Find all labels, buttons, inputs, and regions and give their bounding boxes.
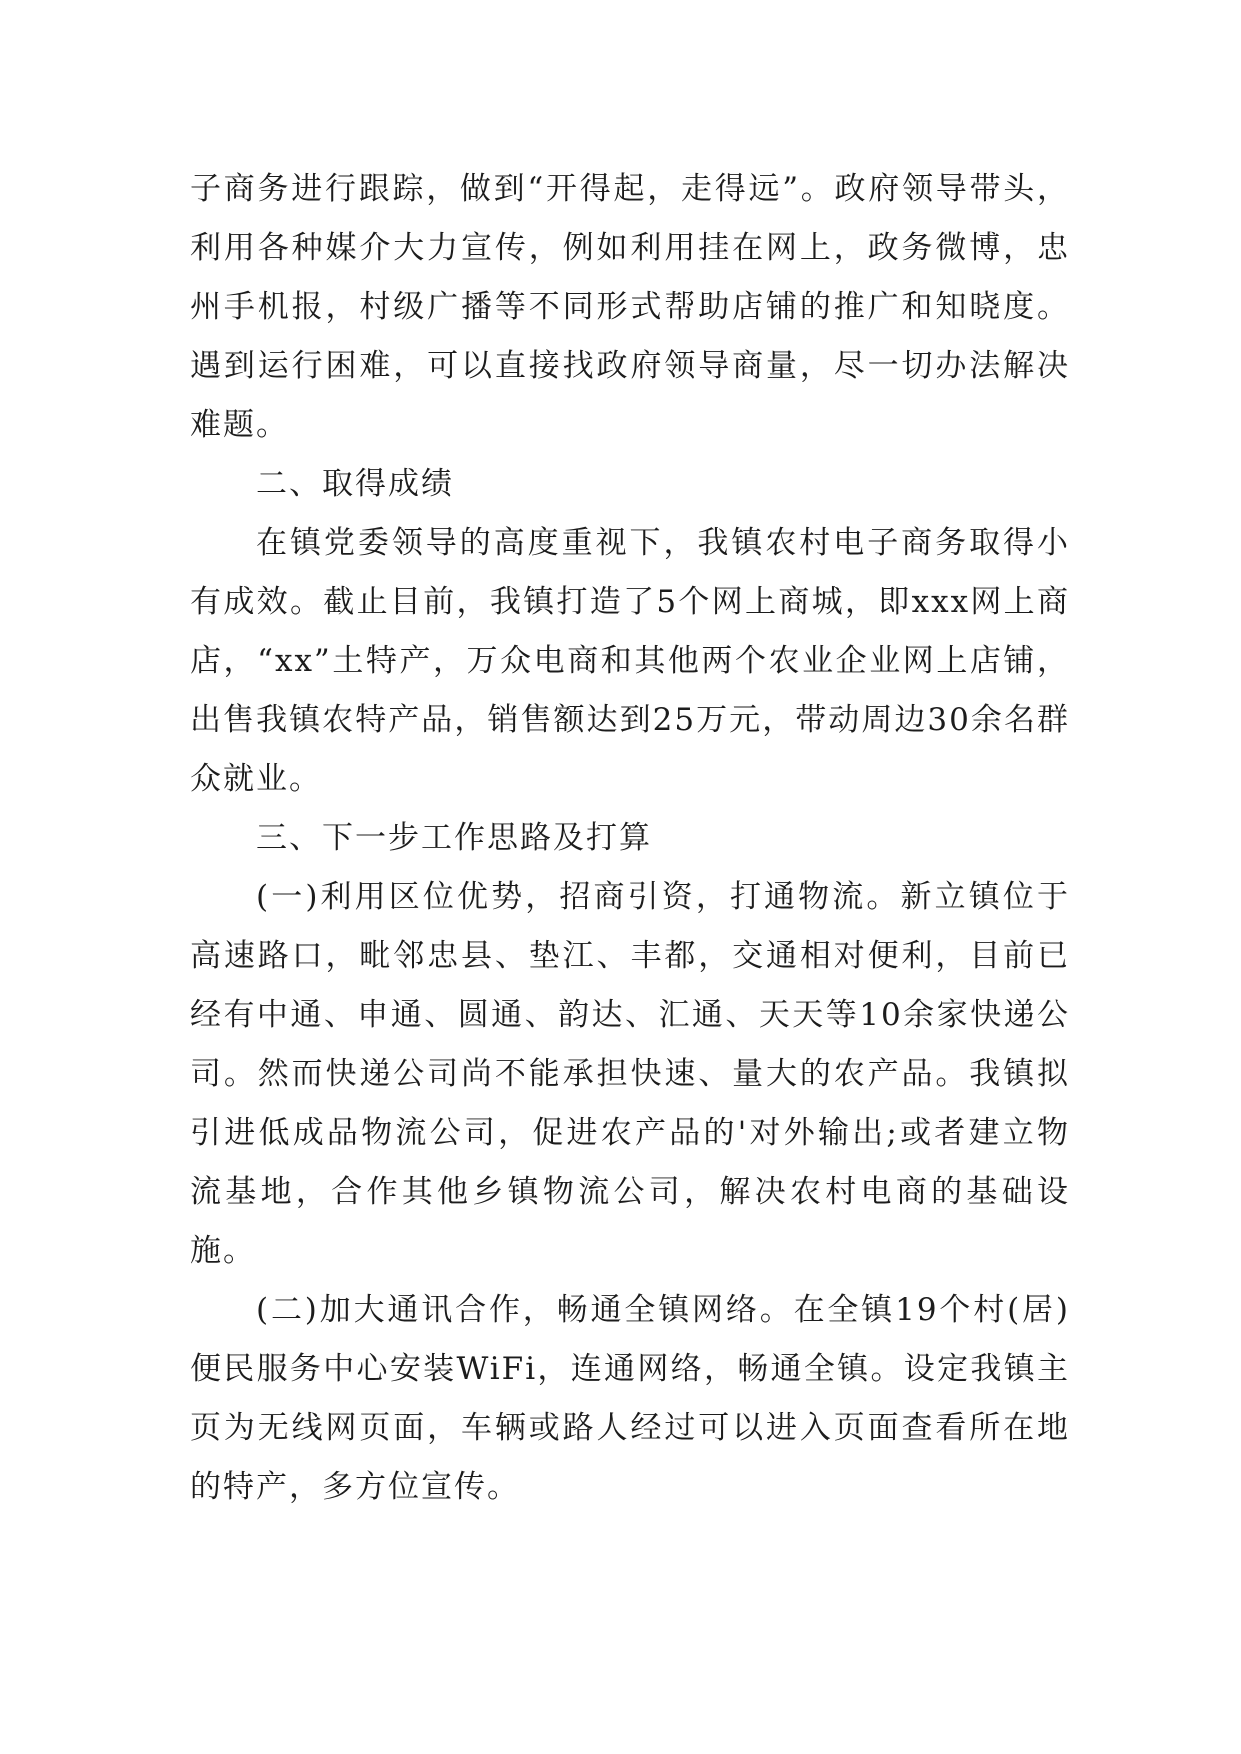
document-body: [190, 160, 1070, 1517]
paragraph-continuation: 子商务进行跟踪，做到“开得起，走得远”。政府领导带头，利用各种媒介大力宣传，例如利用挂在网上，政务微博，忠州手机报，村级广播等不同形式帮助店铺的推广和知晓度。遇到运行困难，可以直接找政府领导商量，尽一切办法解决难题。: [190, 171, 1070, 443]
section-heading-next-steps: 三、下一步工作思路及打算: [256, 820, 652, 856]
paragraph-network: (二)加大通讯合作，畅通全镇网络。在全镇19个村(居)便民服务中心安装WiFi，连通网络，畅通全镇。设定我镇主页为无线网页面，车辆或路人经过可以进入页面查看所在地的特产，多方位宣传。: [190, 1292, 1070, 1505]
section-heading-achievements: 二、取得成绩: [256, 466, 454, 502]
paragraph-achievements: 在镇党委领导的高度重视下，我镇农村电子商务取得小有成效。截止目前，我镇打造了5个网上商城，即xxx网上商店，“xx”土特产，万众电商和其他两个农业企业网上店铺，出售我镇农特产品，销售额达到25万元，带动周边30余名群众就业。: [190, 525, 1070, 797]
paragraph-logistics: (一)利用区位优势，招商引资，打通物流。新立镇位于高速路口，毗邻忠县、垫江、丰都，交通相对便利，目前已经有中通、申通、圆通、韵达、汇通、天天等10余家快递公司。然而快递公司尚不能承担快速、量大的农产品。我镇拟引进低成品物流公司，促进农产品的'对外输出;或者建立物流基地，合作其他乡镇物流公司，解决农村电商的基础设施。: [190, 879, 1070, 1269]
